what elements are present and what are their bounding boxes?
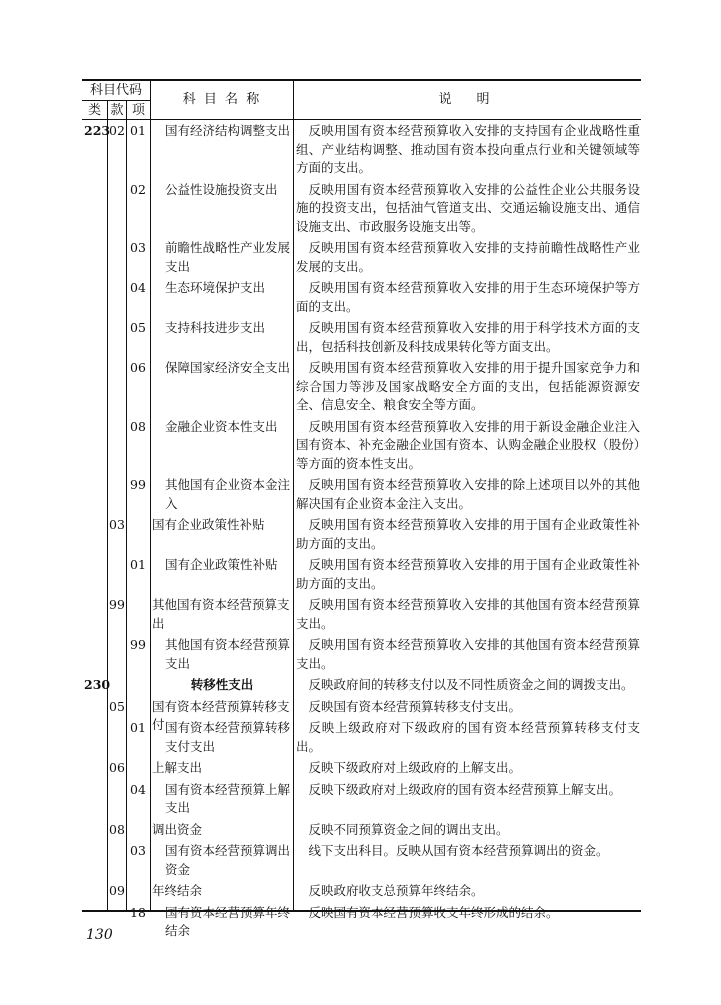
item-name: 年终结余 [152, 883, 203, 898]
code-xiang: 04 [130, 280, 146, 295]
code-xiang: 03 [130, 843, 146, 858]
item-name: 其他国有资本经营预算支出 [165, 637, 291, 671]
code-kuan: 03 [109, 517, 125, 532]
item-description: 反映用国有资本经营预算收入安排的其他国有资本经营预算支出。 [296, 597, 640, 631]
item-name: 国有资本经营预算上解支出 [165, 781, 291, 815]
code-xiang: 01 [130, 720, 146, 735]
item-description: 反映用国有资本经营预算收入安排的支持国有企业战略性重组、产业结构调整、推动国有资本投向重点行业和关键领域等方面的支出。 [296, 123, 640, 175]
item-description: 反映下级政府对上级政府的国有资本经营预算上解支出。 [308, 781, 622, 797]
table-row [0, 882, 721, 904]
item-description: 反映用国有资本经营预算收入安排的用于生态环境保护等方面的支出。 [296, 280, 640, 314]
table-row [0, 842, 721, 882]
table-body [0, 122, 721, 944]
table-top-rule [82, 79, 641, 81]
item-description: 反映用国有资本经营预算收入安排的用于科学技术方面的支出，包括科技创新及科技成果转化等方面支出。 [296, 320, 640, 354]
item-description: 反映国有资本经营预算收支年终形成的结余。 [308, 904, 559, 920]
item-description: 反映用国有资本经营预算收入安排的支持前瞻性战略性产业发展的支出。 [296, 240, 640, 274]
table-row [0, 719, 721, 759]
item-description: 反映政府收支总预算年终结余。 [308, 883, 484, 898]
item-description: 反映用国有资本经营预算收入安排的用于国有企业政策性补助方面的支出。 [296, 557, 640, 591]
header-col-name: 科 目 名 称 [182, 92, 262, 107]
code-xiang: 99 [130, 637, 146, 652]
header-col-xiang: 项 [131, 103, 145, 118]
item-name: 其他国有企业资本金注入 [165, 477, 291, 511]
code-kuan: 09 [109, 883, 125, 898]
page-number: 130 [86, 927, 113, 943]
item-name: 金融企业资本性支出 [165, 418, 278, 434]
code-xiang: 99 [130, 477, 146, 492]
item-description: 反映国有资本经营预算转移支付支出。 [308, 698, 522, 714]
item-name: 国有企业政策性补贴 [165, 557, 278, 572]
header-code-group: 科目代码 [89, 83, 142, 98]
code-lei: 223 [84, 123, 111, 138]
table-row [0, 516, 721, 556]
header-bottom-rule [82, 119, 641, 120]
item-name: 国有资本经营预算年终结余 [165, 904, 291, 938]
table-row [0, 821, 721, 843]
table-row [0, 759, 721, 781]
item-name: 上解支出 [152, 760, 203, 775]
code-kuan: 05 [109, 698, 125, 714]
item-name: 国有资本经营预算转移支付 [152, 698, 290, 732]
item-description: 反映用国有资本经营预算收入安排的用于国有企业政策性补助方面的支出。 [296, 517, 640, 551]
item-name: 支持科技进步支出 [165, 320, 266, 335]
code-xiang: 01 [130, 557, 146, 572]
item-description: 反映不同预算资金之间的调出支出。 [308, 821, 509, 837]
table-row [0, 781, 721, 821]
item-name: 国有经济结构调整支出 [165, 123, 291, 138]
header-col-desc: 说 明 [438, 92, 496, 107]
item-description: 反映用国有资本经营预算收入安排的用于新设金融企业注入国有资本、补充金融企业国有资本、认购金融企业股权（股份）等方面的资本性支出。 [296, 418, 640, 471]
item-name: 其他国有资本经营预算支出 [152, 597, 290, 631]
item-description: 反映用国有资本经营预算收入安排的用于提升国家竞争力和综合国力等涉及国家战略安全方面的支出，包括能源资源安全、信息安全、粮食安全等方面。 [296, 360, 640, 412]
table-row [0, 676, 721, 698]
table-row [0, 122, 721, 181]
table-row [0, 239, 721, 279]
item-description: 反映用国有资本经营预算收入安排的公益性企业公共服务设施的投资支出，包括油气管道支出、交通运输设施支出、通信设施支出、市政服务设施支出等。 [296, 181, 640, 234]
table-row [0, 556, 721, 596]
item-name: 保障国家经济安全支出 [165, 360, 291, 375]
table-row [0, 596, 721, 636]
code-xiang: 04 [130, 781, 146, 797]
item-name: 国有资本经营预算转移支付支出 [165, 720, 291, 754]
code-kuan: 02 [109, 123, 125, 138]
item-name: 转移性支出 [190, 677, 254, 692]
item-name: 国有企业政策性补贴 [152, 517, 265, 532]
table-row [0, 319, 721, 359]
code-xiang: 02 [130, 181, 146, 197]
item-name: 国有资本经营预算调出资金 [165, 843, 291, 877]
header-col-kuan: 款 [110, 103, 124, 118]
item-description: 反映上级政府对下级政府的国有资本经营预算转移支付支出。 [296, 720, 640, 754]
code-xiang: 03 [130, 240, 146, 255]
code-kuan: 08 [109, 821, 125, 837]
table-row [0, 418, 721, 477]
code-kuan: 99 [109, 597, 125, 612]
table-row [0, 279, 721, 319]
item-name: 公益性设施投资支出 [165, 181, 278, 197]
item-description: 反映用国有资本经营预算收入安排的其他国有资本经营预算支出。 [296, 637, 640, 671]
item-name: 生态环境保护支出 [165, 280, 266, 295]
item-name: 调出资金 [152, 821, 203, 837]
item-description: 反映用国有资本经营预算收入安排的除上述项目以外的其他解决国有企业资本金注入支出。 [296, 477, 640, 511]
code-xiang: 18 [130, 904, 146, 920]
item-name: 前瞻性战略性产业发展支出 [165, 240, 291, 274]
table-row [0, 476, 721, 516]
code-kuan: 06 [109, 760, 125, 775]
code-xiang: 05 [130, 320, 146, 335]
code-xiang: 08 [130, 418, 146, 434]
code-xiang: 06 [130, 360, 146, 375]
item-description: 反映下级政府对上级政府的上解支出。 [308, 760, 522, 775]
table-row [0, 181, 721, 240]
header-col-lei: 类 [87, 103, 101, 118]
item-description: 线下支出科目。反映从国有资本经营预算调出的资金。 [308, 843, 609, 858]
table-row [0, 359, 721, 418]
code-lei: 230 [84, 677, 111, 692]
header-subrule [82, 100, 150, 101]
item-description: 反映政府间的转移支付以及不同性质资金之间的调拨支出。 [308, 677, 634, 692]
table-row [0, 636, 721, 676]
code-xiang: 01 [130, 123, 146, 138]
